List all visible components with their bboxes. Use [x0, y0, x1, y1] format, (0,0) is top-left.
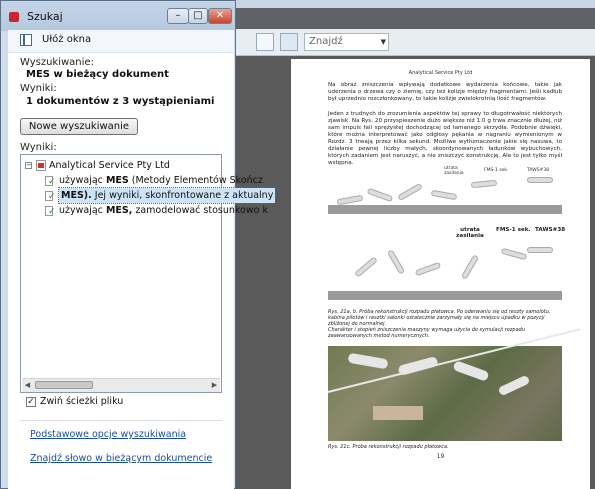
results-label: Wyniki: [20, 83, 57, 94]
basic-search-options-link[interactable]: Podstawowe opcje wyszukiwania [30, 429, 187, 440]
scroll-left-icon[interactable]: ◀ [24, 381, 31, 389]
find-input[interactable] [304, 33, 389, 51]
aerial-photo [328, 346, 562, 441]
search-hit-text: używając MES (Metody Elementów Skończ [59, 175, 263, 186]
paragraph: Jeden z trudnych do zrozumienia aspektów tej sprawy to długotrwałość niektórych zjawisk. Na Rys. 20 przyspieszenie dużo większe niż 1.0 g trwa znacznie dłużej, niż sam impuls fali sprężystej dochodzącej od łamanego skrzydła. Podobnie dźwięki, które można interpretować jako odgłosy pękania w nagraniu wymienionym w Rozdz. 3 trwają przez kilka sekund. Możliwe wytłumaczenie jakie się nasuwa, to działanie pewnej liczby małych, skoordynowanych ładunków wybuchowych, których zadaniem jest naruszyć, a nie zniszczyć konstrukcję. Ale to jest tylko myśl wstępna. [328, 111, 562, 166]
plane-figure [397, 183, 423, 201]
plane-figure [337, 195, 364, 205]
pdf-icon [36, 160, 46, 171]
search-hit[interactable] [21, 203, 268, 218]
minimize-button[interactable]: – [167, 8, 189, 24]
results-tree[interactable] [20, 154, 274, 393]
save-icon[interactable] [256, 33, 274, 51]
fit-page-icon[interactable] [280, 33, 298, 51]
arrange-windows-label: Ułóż okna [42, 34, 92, 45]
new-search-button[interactable]: Nowe wyszukiwanie [20, 118, 138, 135]
arrange-windows-icon [20, 34, 32, 46]
page-header: Analytical Service Pty Ltd [408, 70, 473, 76]
checkbox-checked-icon[interactable]: ✓ [27, 397, 35, 407]
arrange-windows-button[interactable] [8, 30, 234, 53]
find-placeholder: Znajdź [309, 36, 343, 47]
ground-band [328, 291, 562, 300]
scrollbar-thumb[interactable] [35, 381, 93, 389]
close-button[interactable]: ✕ [208, 8, 232, 24]
acrobat-icon [9, 12, 19, 22]
plane-figure [461, 254, 479, 280]
results-summary: 1 dokumentów z 3 wystąpieniami [26, 96, 215, 107]
plane-figure [501, 248, 528, 261]
plane-figure [452, 360, 489, 382]
plane-figure [347, 353, 388, 370]
plane-figure [354, 256, 378, 277]
plane-figure [527, 177, 553, 183]
plane-figure [367, 188, 393, 203]
figure-label: utrata zasilania [444, 166, 464, 176]
paragraph: Na obraz zniszczenia wpływają dodatkowe wydarzenia końcowe, takie jak uderzenia o drzewa czy o ziemię, czy też kolizje między fragmentami. Jeśli kadłub był uprzednio rozczłonkowany, to takie kolizje zwielokrotnią ilość fragmentów. [328, 82, 562, 102]
horizontal-scrollbar[interactable] [22, 378, 220, 392]
figure-label: FMS-1 sek. [496, 227, 531, 233]
search-hit-icon: ✓ [45, 176, 55, 186]
collapse-toggle-icon[interactable]: − [26, 161, 32, 169]
figure-label: FMS-1 sek. [484, 168, 509, 173]
search-hit-icon: ✓ [45, 191, 55, 201]
search-label: Wyszukiwanie: [20, 57, 94, 68]
results-list-label: Wyniki: [20, 142, 57, 153]
divider [20, 420, 222, 421]
search-hit-selected[interactable] [21, 188, 274, 203]
figure-label: TAWS#38 [527, 168, 550, 173]
plane-figure [471, 180, 497, 188]
figure-caption: Charakter i stopień zniszczenia maszyny wymaga użycia do symulacji rozpadu zaawansowanych metod numerycznych. [328, 327, 526, 339]
find-word-link[interactable]: Znajdź słowo w bieżącym dokumencie [30, 453, 213, 464]
building [373, 406, 423, 420]
figure-label: utrata zasilania [456, 227, 484, 239]
search-hit[interactable] [21, 173, 263, 188]
reader-toolbar [236, 29, 595, 56]
plane-figure [397, 356, 438, 376]
search-hit-icon: ✓ [45, 206, 55, 216]
chevron-down-icon[interactable]: ▼ [380, 38, 386, 46]
figure-caption: Rys. 21a, b. Próba rekonstrukcji rozpadu płatowca. Po oderwaniu się od reszty samolotu, kabina pilotów i resztki salonki ostatecznie zarzymały się na miejscu upadku w pozycji zbliżonej do normalnej. [328, 309, 551, 327]
scroll-right-icon[interactable]: ▶ [211, 381, 218, 389]
search-hit-text: używając MES, zamodelować stosunkowo k [59, 205, 268, 216]
collapse-paths-label: Zwiń ścieżki pliku [40, 396, 124, 407]
plane-figure [387, 249, 405, 275]
figure-label: TAWS#38 [535, 227, 566, 233]
plane-figure [498, 375, 531, 397]
tree-root-label: Analytical Service Pty Ltd [49, 160, 170, 171]
plane-figure [527, 247, 553, 253]
maximize-button[interactable]: □ [188, 8, 208, 24]
page-number: 19 [436, 453, 445, 460]
pdf-page [291, 59, 590, 489]
search-hit-text: MES). Jej wyniki, skonfrontowane z aktualny [61, 190, 274, 201]
plane-figure [415, 262, 441, 277]
dialog-title: Szukaj [27, 10, 63, 23]
ground-band [328, 205, 562, 214]
dialog-title-bar[interactable] [1, 1, 235, 31]
plane-figure [431, 190, 458, 200]
search-value: MES w bieżący dokument [26, 69, 169, 80]
figure-caption: Rys. 21c. Próba rekonstrukcji rozpadu płatowca. [328, 444, 449, 450]
